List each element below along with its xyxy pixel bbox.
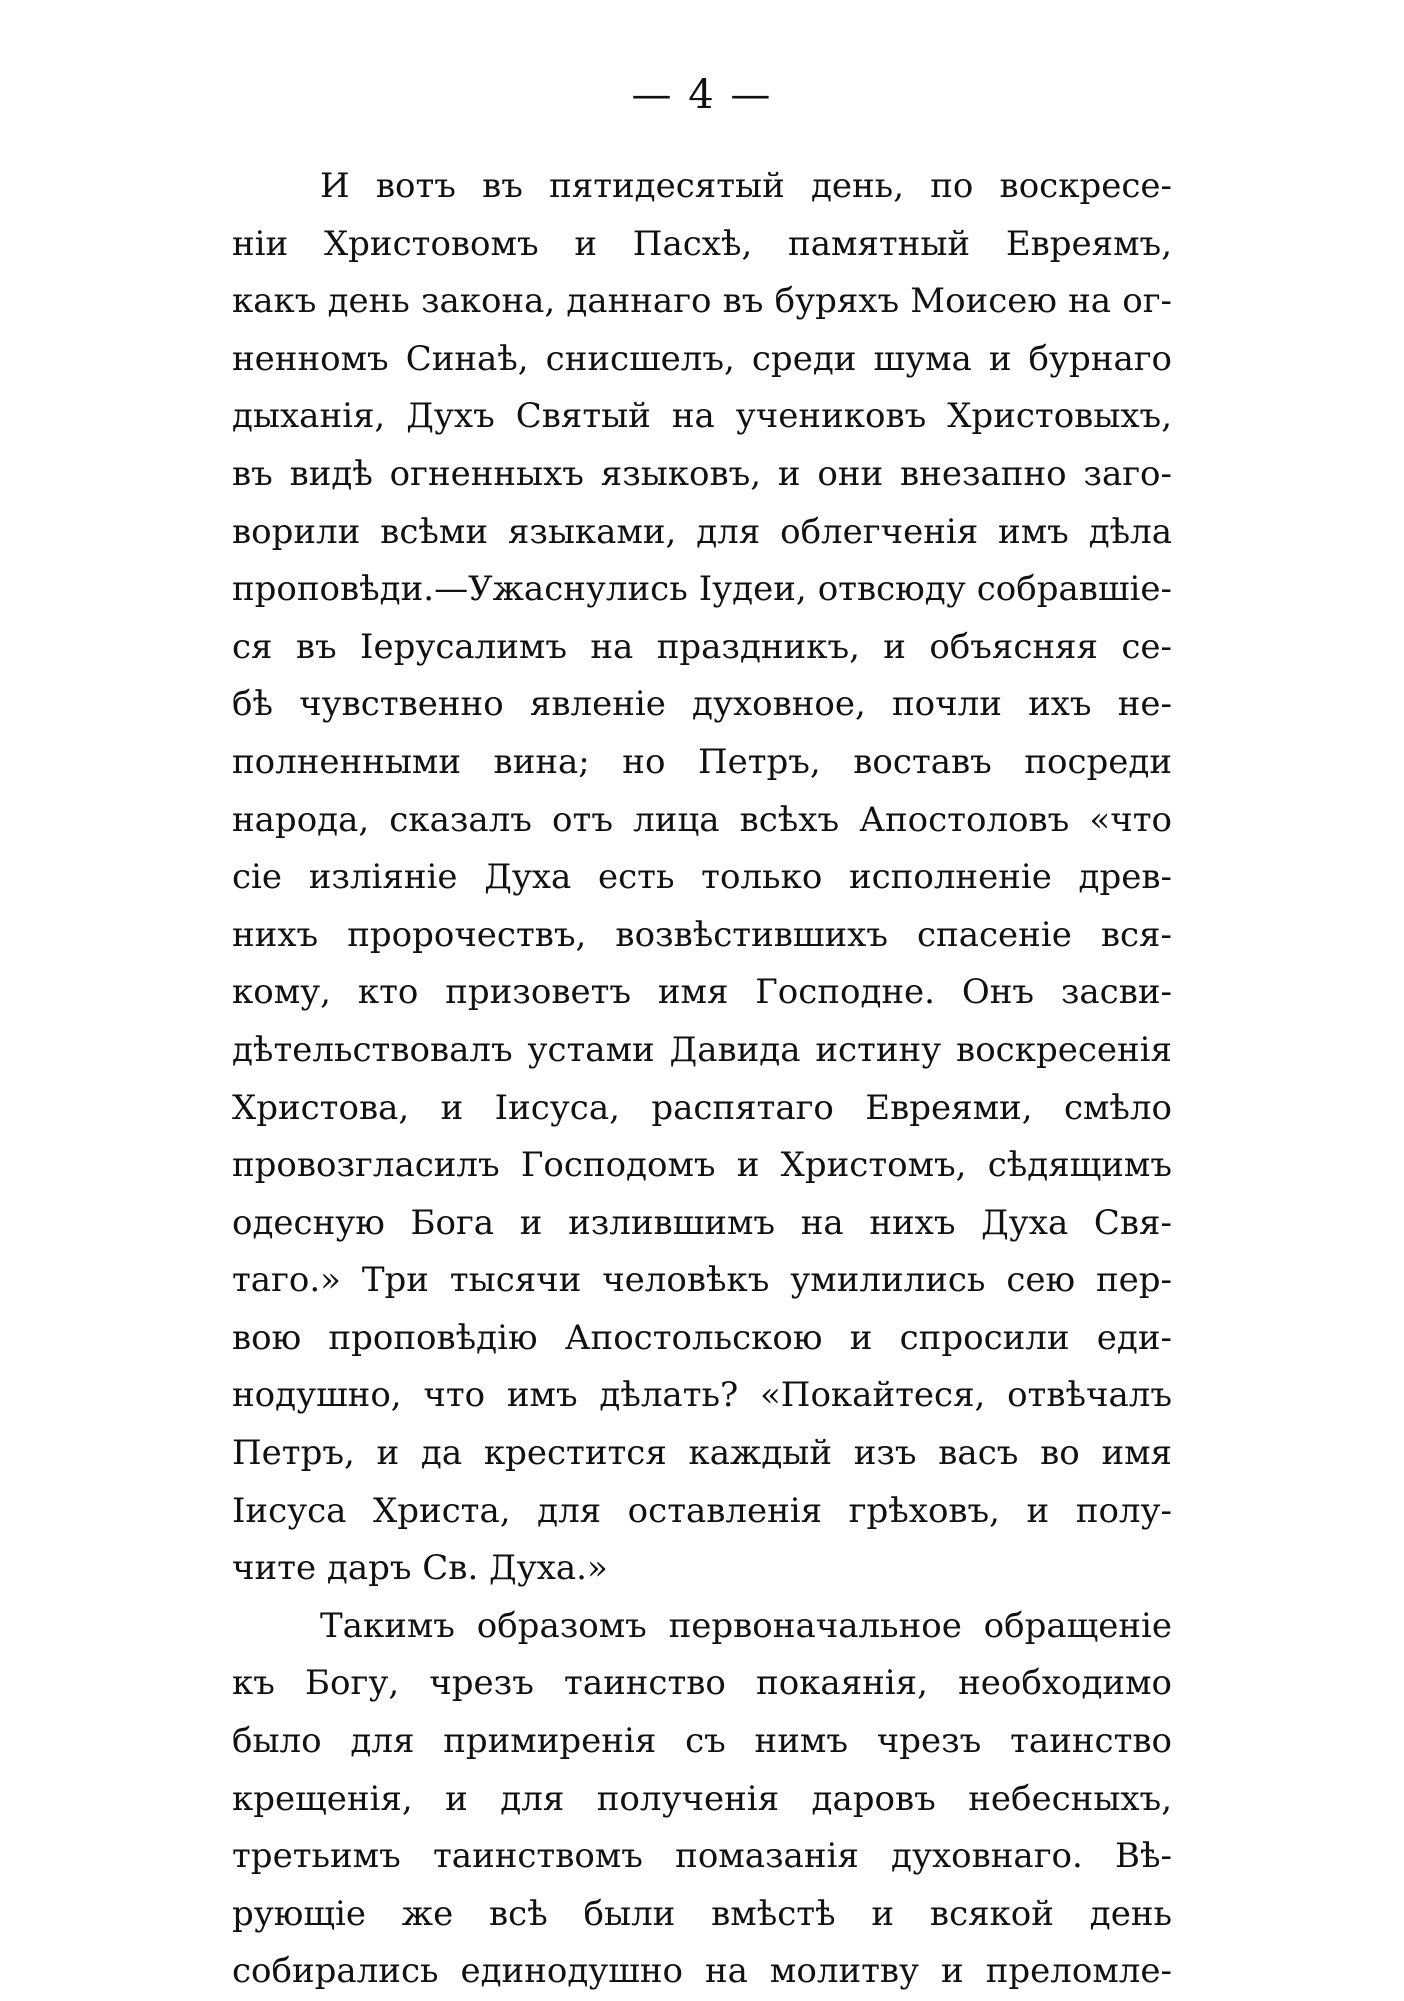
text-line: ся въ Іерусалимъ на праздникъ, и объясняя се- xyxy=(232,626,1172,667)
text-line: проповѣди.—Ужаснулись Іудеи, отвсюду собравшіе- xyxy=(232,569,1172,610)
text-line: кому, кто призоветъ имя Господне. Онъ засви- xyxy=(232,972,1172,1013)
text-line: дыханія, Духъ Святый на учениковъ Христовыхъ, xyxy=(232,396,1172,437)
text-line: собирались единодушно на молитву и преломле- xyxy=(232,1951,1172,1992)
text-line: чите даръ Св. Духа.» xyxy=(232,1548,608,1589)
text-line: дѣтельствовалъ устами Давида истину воскресенія xyxy=(232,1029,1172,1070)
text-line: нодушно, что имъ дѣлать? «Покайтеся, отвѣчалъ xyxy=(232,1375,1172,1416)
text-line: таго.» Три тысячи человѣкъ умилились сею пер- xyxy=(232,1260,1172,1301)
page-number: — 4 — xyxy=(631,72,773,118)
text-line: крещенія, и для полученія даровъ небесныхъ, xyxy=(232,1778,1172,1819)
text-line: бѣ чувственно явленіе духовное, почли ихъ не- xyxy=(232,684,1172,725)
text-line: сіе изліяніе Духа есть только исполненіе древ- xyxy=(232,857,1172,898)
text-line: Іисуса Христа, для оставленія грѣховъ, и полу- xyxy=(232,1490,1172,1531)
text-line: Такимъ образомъ первоначальное обращеніе xyxy=(320,1605,1172,1646)
text-line: ворили всѣми языками, для облегченія имъ дѣла xyxy=(232,511,1172,552)
text-line: Христова, и Іисуса, распятаго Евреями, смѣло xyxy=(232,1087,1172,1128)
text-line: рующіе же всѣ были вмѣстѣ и всякой день xyxy=(232,1893,1172,1934)
text-line: И вотъ въ пятидесятый день, по воскресе- xyxy=(320,166,1172,206)
text-line: нихъ пророчествъ, возвѣстившихъ спасеніе вся- xyxy=(232,914,1172,955)
body-text xyxy=(232,158,1172,2001)
text-line: вою проповѣдію Апостольскою и спросили еди- xyxy=(232,1317,1172,1358)
text-line: полненными вина; но Петръ, воставъ посреди xyxy=(232,741,1172,782)
text-line: ніи Христовомъ и Пасхѣ, памятный Евреямъ, xyxy=(232,223,1172,264)
text-line: было для примиренія съ нимъ чрезъ таинство xyxy=(232,1721,1172,1762)
text-line: одесную Бога и излившимъ на нихъ Духа Свя- xyxy=(232,1202,1172,1243)
text-line: провозгласилъ Господомъ и Христомъ, сѣдящимъ xyxy=(232,1145,1172,1186)
text-line: въ видѣ огненныхъ языковъ, и они внезапно заго- xyxy=(232,453,1172,494)
text-line: народа, сказалъ отъ лица всѣхъ Апостоловъ «что xyxy=(232,799,1172,840)
text-line: ненномъ Синаѣ, снисшелъ, среди шума и бурнаго xyxy=(232,338,1172,379)
text-line: къ Богу, чрезъ таинство покаянія, необходимо xyxy=(232,1663,1172,1704)
text-line: третьимъ таинствомъ помазанія духовнаго. Вѣ- xyxy=(232,1836,1172,1877)
text-line: Петръ, и да крестится каждый изъ васъ во имя xyxy=(232,1433,1172,1474)
text-line: какъ день закона, даннаго въ буряхъ Моисею на ог- xyxy=(232,281,1172,322)
